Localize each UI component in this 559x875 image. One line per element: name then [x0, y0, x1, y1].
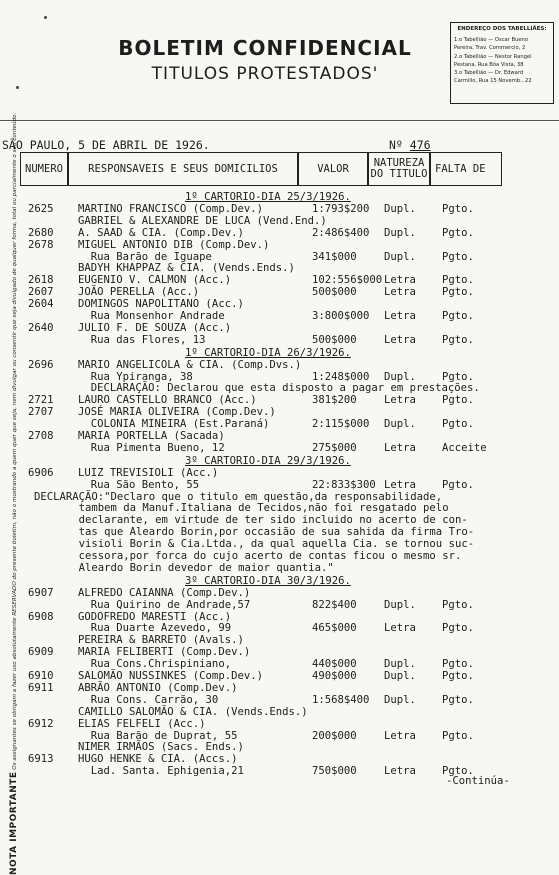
row-responsavel: LAURO CASTELLO BRANCO (Acc.)	[78, 394, 257, 407]
row-natureza: Dupl.	[384, 250, 416, 263]
row-responsavel: Rua Barão de Duprat, 55	[78, 729, 238, 742]
address-line: 3.o Tabellião — Dr. Edward	[454, 70, 524, 77]
side-note	[9, 112, 19, 875]
row-falta: Pgto.	[442, 333, 474, 346]
row-number: 2678	[28, 238, 54, 251]
row-responsavel: BADYH KHAPPAZ & CIA. (Vends.Ends.)	[78, 262, 295, 275]
row-responsavel: EUGENIO V. CALMON (Acc.)	[78, 274, 232, 287]
declaracao-line: Aleardo Borin devedor de maior quantia."	[34, 561, 334, 574]
row-valor: 500$000	[312, 333, 357, 346]
section-title: 1º CARTORIO-DIA 25/3/1926.	[185, 191, 351, 203]
row-responsavel: Rua Cons. Carrão, 30	[78, 693, 219, 706]
row-responsavel: MARIA FELIBERTI (Comp.Dev.)	[78, 646, 251, 659]
row-natureza: Dupl.	[384, 598, 416, 611]
address-line: Pestana, Rua Bôa Vista, 38	[454, 61, 524, 68]
row-number: 2607	[28, 286, 54, 299]
row-responsavel: Rua Ypiranga, 38	[78, 370, 193, 383]
row-responsavel: JOSÉ MARIA OLIVEIRA (Comp.Dev.)	[78, 406, 276, 419]
declaracao-line: tambem da Manuf.Italiana de Tecidos,não foi resgatado pelo	[34, 502, 449, 515]
row-falta: Pgto.	[442, 274, 474, 287]
row-responsavel: MARTINO FRANCISCO (Comp.Dev.)	[78, 202, 263, 215]
row-number: 2640	[28, 321, 54, 334]
row-falta: Pgto.	[442, 226, 474, 239]
row-responsavel: GODOFREDO MARESTI (Acc.)	[78, 610, 232, 623]
row-natureza: Letra	[384, 478, 416, 491]
row-falta: Pgto.	[442, 598, 474, 611]
row-number: 6912	[28, 717, 54, 730]
section-title: 3º CARTORIO-DIA 29/3/1926.	[185, 454, 351, 467]
declaracao-line: tas que Aleardo Borin,por occasião de sua sahida da firma Tro-	[34, 526, 475, 539]
side-note-text: Os assignantes se obrigam a fazer uso absolutamente RESERVADO do presente boletim, não o mostrando a quem quer que seja, nem divulgar ou consentir que seja divulgado de qualquer forma, total ou parcialmente o seu conteúdo.	[12, 112, 18, 770]
row-falta: Pgto.	[442, 729, 474, 742]
declaracao-line: DECLARAÇÃO:"Declaro que o titulo em questão,da responsabilidade,	[34, 490, 443, 503]
row-natureza: Letra	[384, 310, 416, 322]
row-falta: Pgto.	[442, 622, 474, 635]
row-natureza: Dupl.	[384, 226, 416, 239]
row-valor: 750$000	[312, 765, 357, 778]
declaracao-line: visioli Borin & Cia.Ltda., da qual aquella Cia. se tornou suc-	[34, 538, 475, 551]
bulletin-number	[389, 138, 431, 152]
row-natureza: Dupl.	[384, 693, 416, 706]
row-responsavel: DOMINGOS NAPOLITANO (Acc.)	[78, 298, 244, 311]
row-natureza: Letra	[384, 394, 416, 407]
row-responsavel: HUGO HENKE & CIA. (Accs.)	[78, 753, 238, 766]
row-number: 6911	[28, 681, 54, 694]
row-responsavel: Rua Monsenhor Andrade	[78, 310, 225, 322]
column-header-valor: VALOR	[298, 152, 368, 186]
bulletin-subtitle: TITULOS PROTESTADOS'	[151, 64, 379, 84]
row-valor: 381$200	[312, 394, 357, 407]
tabelliaes-address-box	[450, 22, 554, 104]
row-responsavel: SALOMÃO NUSSINKES (Comp.Dev.)	[78, 670, 263, 682]
row-valor: 102:556$000	[312, 274, 383, 287]
row-responsavel: A. SAAD & CIA. (Comp.Dev.)	[78, 226, 244, 239]
row-responsavel: MIGUEL ANTONIO DIB (Comp.Dev.)	[78, 238, 270, 251]
declaracao-line: cessora,por forca do cujo acerto de contas ficou o mesmo sr.	[34, 550, 462, 562]
row-valor: 822$400	[312, 598, 357, 611]
row-natureza: Letra	[384, 333, 416, 346]
row-number: 6909	[28, 646, 54, 659]
row-falta: Pgto.	[442, 693, 474, 706]
row-responsavel: Lad. Santa. Ephigenia,21	[78, 765, 244, 778]
column-header-natureza: NATUREZA DO TITULO	[368, 152, 430, 186]
row-responsavel: MARIO ANGELICOLA & CIA. (Comp.Dvs.)	[78, 358, 302, 371]
address-line: Pereira, Trav. Commercio, 2	[454, 45, 526, 52]
row-valor: 1:568$400	[312, 693, 370, 706]
row-falta: Pgto.	[442, 394, 474, 407]
row-natureza: Letra	[384, 622, 416, 635]
row-falta: Pgto.	[442, 418, 474, 431]
row-number: 2680	[28, 226, 54, 239]
row-valor: 500$000	[312, 286, 357, 299]
column-header-numero: NUMERO	[20, 152, 68, 186]
row-falta: Pgto.	[442, 286, 474, 299]
row-number: 6913	[28, 753, 54, 766]
address-line: 2.o Tabellião — Nestor Rangel	[454, 53, 532, 60]
number-label: Nº	[389, 138, 403, 152]
row-valor: 2:115$000	[312, 418, 370, 431]
section-title: 3º CARTORIO-DIA 30/3/1926.	[185, 574, 351, 587]
row-natureza: Letra	[384, 286, 416, 299]
row-number: 2618	[28, 274, 54, 287]
row-responsavel: JULIO F. DE SOUZA (Acc.)	[78, 321, 232, 334]
header-divider	[0, 120, 559, 121]
address-line: 1.o Tabellião — Oscar Bueno	[454, 37, 529, 44]
row-falta: Pgto.	[442, 765, 474, 778]
row-number: 2696	[28, 358, 54, 371]
row-valor: 1:248$000	[312, 370, 370, 383]
row-responsavel: COLONIA MINEIRA (Est.Paraná)	[78, 418, 270, 431]
row-natureza: Letra	[384, 274, 416, 287]
row-responsavel: Rua Barão de Iguape	[78, 250, 212, 263]
row-natureza: Dupl.	[384, 202, 416, 215]
row-number: 6906	[28, 466, 54, 479]
row-responsavel: Rua Quirino de Andrade,57	[78, 598, 251, 611]
row-valor: 465$000	[312, 622, 357, 635]
row-falta: Acceite	[442, 441, 487, 454]
row-responsavel: LUIZ TREVISIOLI (Acc.)	[78, 466, 219, 479]
row-valor: 3:800$000	[312, 310, 370, 322]
column-header-responsaveis: RESPONSAVEIS E SEUS DOMICILIOS	[68, 152, 298, 186]
row-number: 2708	[28, 430, 54, 442]
row-natureza: Dupl.	[384, 370, 416, 383]
row-responsavel: DECLARAÇÃO: Declarou que esta disposto a pagar em prestações.	[78, 382, 480, 395]
row-responsavel: PEREIRA & BARRETO (Avals.)	[78, 634, 244, 647]
date-line: SÃO PAULO, 5 DE ABRIL DE 1926.	[2, 138, 210, 152]
side-note-label: NOTA IMPORTANTE	[9, 771, 19, 875]
row-valor: 22:833$300	[312, 478, 376, 491]
row-number: 6908	[28, 610, 54, 623]
row-falta: Pgto.	[442, 370, 474, 383]
row-responsavel: JOÃO PERELLA (Acc.)	[78, 286, 200, 299]
row-natureza: Letra	[384, 729, 416, 742]
row-falta: Pgto.	[442, 670, 474, 682]
row-valor: 275$000	[312, 441, 357, 454]
row-responsavel: Rua Cons.Chrispiniano,	[78, 658, 232, 671]
row-number: 2604	[28, 298, 54, 311]
row-natureza: Letra	[384, 441, 416, 454]
row-responsavel: ELIAS FELFELI (Acc.)	[78, 717, 206, 730]
row-number: 2707	[28, 406, 54, 419]
row-valor: 341$000	[312, 250, 357, 263]
address-box-heading: ENDEREÇO DOS TABELLIÃES:	[457, 26, 547, 32]
bulletin-title: BOLETIM CONFIDENCIAL	[118, 36, 412, 60]
row-valor: 490$000	[312, 670, 357, 682]
section-title: 1º CARTORIO-DIA 26/3/1926.	[185, 346, 351, 359]
row-responsavel: MARIA PORTELLA (Sacada)	[78, 430, 225, 442]
row-valor: 2:486$400	[312, 226, 370, 239]
row-falta: Pgto.	[442, 478, 474, 491]
row-natureza: Dupl.	[384, 670, 416, 682]
column-header-falta: FALTA DE	[430, 152, 502, 186]
row-responsavel: ABRÃO ANTONIO (Comp.Dev.)	[78, 681, 238, 694]
row-responsavel: Rua Duarte Azevedo, 99	[78, 622, 232, 635]
declaracao-line: declarante, em virtude de ter sido incluido no acerto de con-	[34, 514, 468, 527]
row-number: 6910	[28, 670, 54, 682]
row-falta: Pgto.	[442, 202, 474, 215]
row-number: 6907	[28, 586, 54, 599]
row-number: 2721	[28, 394, 54, 407]
row-responsavel: Rua São Bento, 55	[78, 478, 200, 491]
row-valor: 1:793$200	[312, 202, 370, 215]
continua-note: -Continúa-	[446, 775, 510, 788]
row-falta: Pgto.	[442, 310, 474, 322]
row-natureza: Dupl.	[384, 418, 416, 431]
address-line: Carmillo, Rua 15 Novemb., 22	[454, 78, 532, 85]
number-value: 476	[409, 138, 431, 152]
row-responsavel: NIMER IRMÃOS (Sacs. Ends.)	[78, 741, 244, 754]
row-responsavel: Rua Pimenta Bueno, 12	[78, 441, 225, 454]
row-valor: 200$000	[312, 729, 357, 742]
row-valor: 440$000	[312, 658, 357, 671]
row-responsavel: ALFREDO CAIANNA (Comp.Dev.)	[78, 586, 251, 599]
row-responsavel: CAMILLO SALOMÃO & CIA. (Vends.Ends.)	[78, 705, 308, 718]
row-responsavel: GABRIEL & ALEXANDRE DE LUCA (Vend.End.)	[78, 214, 327, 227]
row-falta: Pgto.	[442, 658, 474, 671]
row-natureza: Letra	[384, 765, 416, 778]
row-responsavel: Rua das Flores, 13	[78, 333, 206, 346]
row-natureza: Dupl.	[384, 658, 416, 671]
row-falta: Pgto.	[442, 250, 474, 263]
row-number: 2625	[28, 202, 54, 215]
